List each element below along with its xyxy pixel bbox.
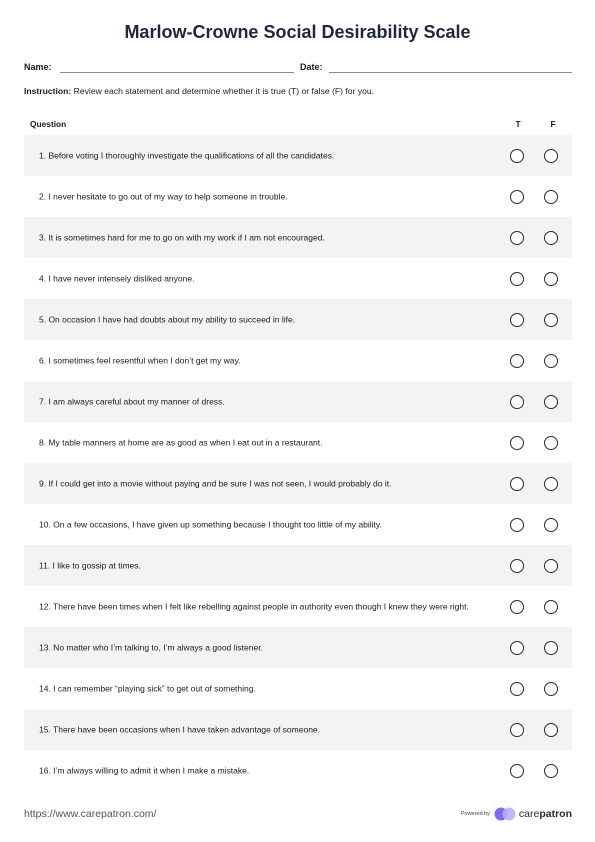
- false-radio[interactable]: [544, 313, 558, 327]
- name-date-fields: [24, 62, 572, 74]
- true-radio[interactable]: [510, 149, 524, 163]
- name-input-line[interactable]: [60, 72, 294, 73]
- false-radio[interactable]: [544, 231, 558, 245]
- question-row: [24, 709, 572, 750]
- false-radio[interactable]: [544, 477, 558, 491]
- true-radio[interactable]: [510, 600, 524, 614]
- question-column-header: Question: [30, 119, 67, 129]
- powered-by-label: Powered by: [460, 811, 490, 817]
- question-table: [24, 135, 572, 791]
- false-radio[interactable]: [544, 354, 558, 368]
- date-label: Date:: [300, 62, 323, 72]
- question-text: 7. I am always careful about my manner of dress.: [39, 396, 225, 406]
- false-radio[interactable]: [544, 682, 558, 696]
- question-text: 12. There have been times when I felt like rebelling against people in authority even though I knew they were right.: [39, 601, 469, 611]
- question-row: [24, 381, 572, 422]
- true-radio[interactable]: [510, 518, 524, 532]
- question-row: [24, 750, 572, 791]
- question-row: [24, 668, 572, 709]
- question-text: 15. There have been occasions when I have taken advantage of someone.: [39, 724, 321, 734]
- question-row: [24, 422, 572, 463]
- false-radio[interactable]: [544, 641, 558, 655]
- question-row: [24, 545, 572, 586]
- true-radio[interactable]: [510, 682, 524, 696]
- question-text: 10. On a few occasions, I have given up something because I thought too little of my ability.: [39, 519, 382, 529]
- question-text: 13. No matter who I’m talking to, I’m always a good listener.: [39, 642, 263, 652]
- true-radio[interactable]: [510, 231, 524, 245]
- question-row: [24, 504, 572, 545]
- date-input-line[interactable]: [329, 72, 572, 73]
- name-label: Name:: [24, 62, 52, 72]
- question-row: [24, 135, 572, 176]
- brand-prefix: care: [518, 808, 540, 820]
- false-radio[interactable]: [544, 395, 558, 409]
- false-radio[interactable]: [544, 723, 558, 737]
- true-radio[interactable]: [510, 272, 524, 286]
- true-radio[interactable]: [510, 723, 524, 737]
- true-radio[interactable]: [510, 354, 524, 368]
- footer-url[interactable]: https://www.carepatron.com/: [24, 808, 157, 820]
- question-text: 5. On occasion I have had doubts about my ability to succeed in life.: [39, 314, 296, 324]
- question-row: [24, 586, 572, 627]
- true-radio[interactable]: [510, 559, 524, 573]
- question-text: 2. I never hesitate to go out of my way to help someone in trouble.: [39, 191, 288, 201]
- true-radio[interactable]: [510, 313, 524, 327]
- true-radio[interactable]: [510, 764, 524, 778]
- question-row: [24, 340, 572, 381]
- table-header: [24, 119, 572, 131]
- false-radio[interactable]: [544, 559, 558, 573]
- instruction-label: Instruction:: [24, 86, 72, 96]
- true-radio[interactable]: [510, 641, 524, 655]
- true-column-header: T: [515, 119, 521, 129]
- false-radio[interactable]: [544, 764, 558, 778]
- instruction-text: Review each statement and determine whether it is true (T) or false (F) for you.: [71, 86, 375, 96]
- brand-suffix: patron: [539, 808, 572, 820]
- question-text: 9. If I could get into a movie without paying and be sure I was not seen, I would probably do it.: [39, 478, 392, 488]
- question-text: 3. It is sometimes hard for me to go on with my work if I am not encouraged.: [39, 232, 325, 242]
- true-radio[interactable]: [510, 190, 524, 204]
- true-radio[interactable]: [510, 395, 524, 409]
- question-text: 16. I’m always willing to admit it when I make a mistake.: [39, 765, 250, 775]
- question-row: [24, 627, 572, 668]
- question-row: [24, 217, 572, 258]
- question-text: 11. I like to gossip at times.: [39, 560, 141, 570]
- false-radio[interactable]: [544, 436, 558, 450]
- false-radio[interactable]: [544, 190, 558, 204]
- question-row: [24, 299, 572, 340]
- question-row: [24, 258, 572, 299]
- carepatron-logo-icon: [494, 806, 516, 822]
- question-row: [24, 463, 572, 504]
- question-text: 14. I can remember “playing sick” to get out of something.: [39, 683, 256, 693]
- false-radio[interactable]: [544, 600, 558, 614]
- question-text: 4. I have never intensely disliked anyone.: [39, 273, 195, 283]
- question-text: 8. My table manners at home are as good as when I eat out in a restaurant.: [39, 437, 323, 447]
- true-radio[interactable]: [510, 436, 524, 450]
- true-radio[interactable]: [510, 477, 524, 491]
- brand-block: [461, 805, 572, 823]
- brand-name: [519, 808, 572, 820]
- false-radio[interactable]: [544, 518, 558, 532]
- question-row: [24, 176, 572, 217]
- false-radio[interactable]: [544, 272, 558, 286]
- false-column-header: F: [550, 119, 556, 129]
- page-title: Marlow-Crowne Social Desirability Scale: [124, 22, 471, 42]
- instruction: [24, 86, 374, 96]
- false-radio[interactable]: [544, 149, 558, 163]
- question-text: 1. Before voting I thoroughly investigate the qualifications of all the candidates.: [39, 150, 335, 160]
- question-text: 6. I sometimes feel resentful when I don’t get my way.: [39, 355, 241, 365]
